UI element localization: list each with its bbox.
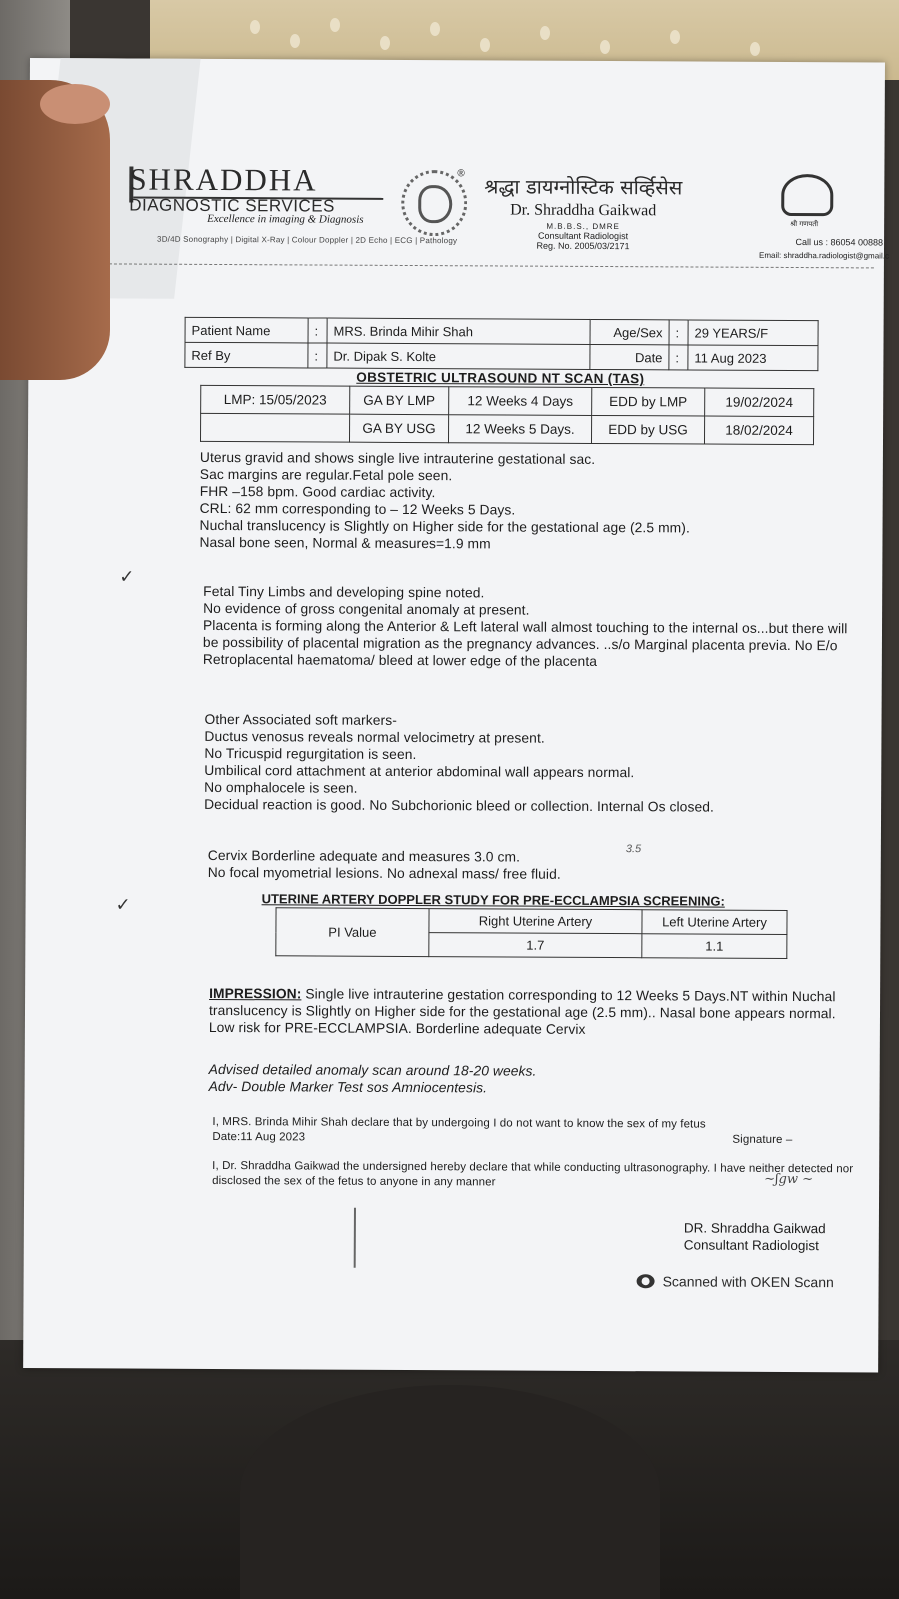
colon: : (308, 318, 327, 343)
finding-line: FHR –158 bpm. Good cardiac activity. (199, 483, 436, 501)
doctor-signature: ~ʃgw ~ (764, 1171, 814, 1188)
finding-line: CRL: 62 mm corresponding to – 12 Weeks 5 Days. (199, 500, 516, 518)
doctor-reg: Reg. No. 2005/03/2171 (536, 240, 630, 252)
left-artery-label: Left Uterine Artery (642, 910, 787, 935)
finding-line: Decidual reaction is good. No Subchorionic bleed or collection. Internal Os closed. (204, 796, 715, 815)
thumbnail (40, 84, 110, 124)
check-mark-icon: ✓ (115, 894, 131, 916)
finding-line: Sac margins are regular.Fetal pole seen. (199, 466, 453, 484)
colon: : (669, 320, 688, 345)
sign-name: DR. Shraddha Gaikwad (683, 1220, 826, 1237)
sign-title: Consultant Radiologist (683, 1237, 819, 1254)
colon: : (308, 343, 327, 368)
background-object (240, 1385, 660, 1599)
finding-line: Uterus gravid and shows single live intrauterine gestational sac. (199, 449, 596, 467)
colon: : (669, 345, 688, 370)
thumb (0, 80, 110, 380)
findings-group-3 (204, 711, 855, 816)
scanner-text: Scanned with OKEN Scann (662, 1273, 834, 1291)
finding-line: No evidence of gross congenital anomaly at present. (203, 600, 530, 618)
signature-label: Signature – (732, 1133, 793, 1147)
pen-mark (354, 1208, 356, 1268)
finding-line: Fetal Tiny Limbs and developing spine noted. (203, 583, 485, 601)
patient-table (184, 317, 818, 371)
edd-lmp-label: EDD by LMP (592, 387, 705, 416)
advice (209, 1061, 859, 1098)
header-divider (99, 263, 874, 268)
call-number: Call us : 86054 00888 (795, 237, 884, 248)
doppler-table (275, 907, 787, 959)
finding-line: Nasal bone seen, Normal & measures=1.9 mm (199, 534, 491, 552)
impression (209, 985, 865, 1039)
findings-group-1 (199, 449, 850, 554)
ref-doctor: Dr. Dipak S. Kolte (327, 343, 590, 369)
services-list: 3D/4D Sonography | Digital X-Ray | Colour Doppler | 2D Echo | ECG | Pathology (157, 234, 458, 246)
gestation-table (200, 385, 814, 445)
pi-label: PI Value (276, 908, 429, 957)
brand-name: SHRADDHA (129, 161, 318, 198)
report-title: OBSTETRIC ULTRASOUND NT SCAN (TAS) (356, 369, 645, 387)
finding-line: No focal myometrial lesions. No adnexal mass/ free fluid. (207, 864, 561, 882)
brand-tagline: Excellence in imaging & Diagnosis (207, 212, 364, 226)
ga-usg: 12 Weeks 5 Days. (448, 415, 591, 444)
scanner-logo-icon (637, 1274, 655, 1288)
email-address: Email: shraddha.radiologist@gmail.c (758, 250, 889, 261)
doctor-declaration: I, Dr. Shraddha Gaikwad the undersigned hereby declare that while conducting ultrasonography. I have neither detected nor disclosed the sex of the fetus to anyone in any manner (212, 1159, 854, 1189)
finding-line: Placenta is forming along the Anterior & Left lateral wall almost touching to the internal os...but there will be possibility of placental migration as the pregnancy advances. ..s/o Marginal placenta previa. No E/o Retroplacental haematoma/ bleed at lower edge of the placenta (202, 617, 848, 669)
declaration-date: Date:11 Aug 2023 (212, 1130, 306, 1144)
findings-group-4 (208, 847, 858, 884)
lmp: LMP: 15/05/2023 (201, 385, 350, 414)
ga-usg-label: GA BY USG (349, 414, 448, 443)
right-artery-label: Right Uterine Artery (429, 909, 642, 934)
advice-line: Advised detailed anomaly scan around 18-20 weeks. (208, 1061, 537, 1079)
hindi-name: श्रद्धा डायग्नोस्टिक सर्व्हिसेस (484, 174, 683, 200)
finding-line: No Tricuspid regurgitation is seen. (204, 745, 417, 763)
report-page (23, 58, 889, 1372)
findings-group-2 (203, 583, 853, 671)
signature-block (684, 1219, 826, 1254)
doctor-block (484, 172, 682, 251)
finding-line: Ductus venosus reveals normal velocimetry at present. (204, 728, 545, 746)
advice-line: Adv- Double Marker Test sos Amniocentesis. (208, 1078, 488, 1096)
patient-declaration (212, 1115, 852, 1148)
registered-mark: ® (457, 168, 465, 180)
ref-label: Ref By (185, 342, 308, 368)
brand-subtitle: DIAGNOSTIC SERVICES (129, 195, 335, 216)
patient-age: 29 YEARS/F (688, 320, 818, 346)
ganesh-icon (781, 174, 833, 216)
patient-name: MRS. Brinda Mihir Shah (327, 318, 590, 344)
finding-line: Nuchal translucency is Slightly on Higher side for the gestational age (2.5 mm). (199, 517, 690, 536)
impression-label: IMPRESSION: (209, 985, 302, 1002)
scanner-watermark (637, 1273, 834, 1290)
ganesh-text: श्री गणपती (790, 219, 819, 229)
finding-line: Umbilical cord attachment at anterior abdominal wall appears normal. (204, 762, 635, 781)
finding-line: No omphalocele is seen. (204, 779, 358, 796)
doctor-degree: M.B.B.S., DMRE (546, 221, 620, 232)
doctor-name: Dr. Shraddha Gaikwad (510, 201, 657, 220)
impression-text: Single live intrauterine gestation corresponding to 12 Weeks 5 Days.NT within Nuchal translucency is Slightly on Higher side for the gestational age (2.5 mm).. Nasal bone appears normal. Low risk for PRE-ECCLAMPSIA. Borderline adequate Cervix (208, 986, 836, 1037)
doctor-title: Consultant Radiologist (538, 230, 629, 242)
pi-right: 1.7 (429, 933, 642, 958)
handwritten-note: 3.5 (625, 843, 642, 856)
finding-line: Cervix Borderline adequate and measures 3.0 cm. (207, 847, 521, 865)
ga-lmp-label: GA BY LMP (350, 386, 449, 415)
edd-lmp: 19/02/2024 (705, 388, 814, 417)
ga-lmp: 12 Weeks 4 Days (449, 387, 592, 416)
patient-name-label: Patient Name (185, 317, 308, 343)
report-date: 11 Aug 2023 (688, 345, 818, 371)
emblem-icon (401, 170, 467, 236)
doppler-title: UTERINE ARTERY DOPPLER STUDY FOR PRE-ECCLAMPSIA SCREENING: (261, 891, 725, 909)
declaration-text: I, MRS. Brinda Mihir Shah declare that by undergoing I do not want to know the sex of my fetus (212, 1115, 706, 1131)
pi-left: 1.1 (642, 934, 787, 959)
check-mark-icon: ✓ (119, 566, 135, 588)
age-label: Age/Sex (590, 319, 669, 344)
date-label: Date (590, 344, 669, 369)
edd-usg: 18/02/2024 (704, 416, 813, 445)
empty-cell (200, 413, 349, 442)
finding-line: Other Associated soft markers- (204, 711, 397, 728)
edd-usg-label: EDD by USG (591, 415, 704, 444)
